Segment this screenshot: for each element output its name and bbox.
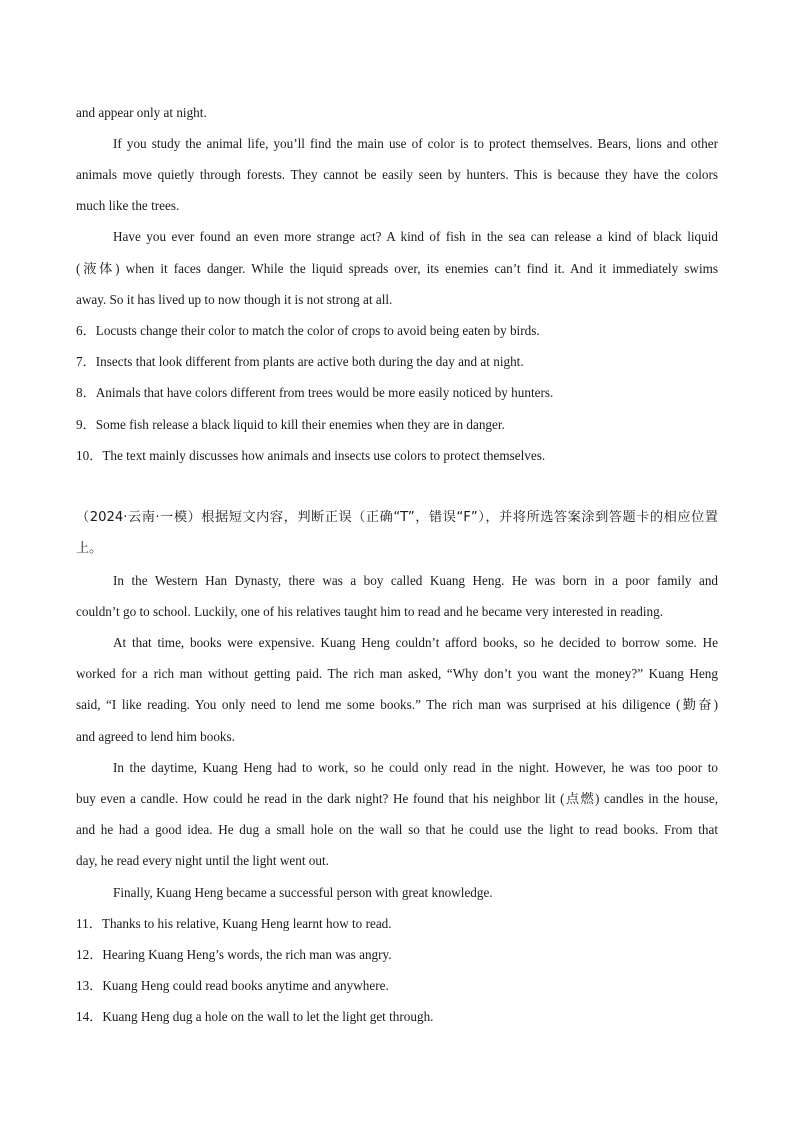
section2-instruction-line2: 上。 bbox=[76, 541, 103, 556]
question-7: 7．Insects that look different from plants are active both during the day and at night. bbox=[76, 354, 524, 369]
section2-paragraph3-line1: In the daytime, Kuang Heng had to work, so he could only read in the night. However, he was too poor to bbox=[113, 760, 718, 775]
section2-paragraph2-line3: said, “I like reading. You only need to lend me some books.” The rich man was surprised at his diligence (勤奋) bbox=[76, 697, 718, 712]
section2-paragraph1-line1: In the Western Han Dynasty, there was a boy called Kuang Heng. He was born in a poor family and bbox=[113, 573, 718, 588]
question-8: 8．Animals that have colors different from trees would be more easily noticed by hunters. bbox=[76, 385, 554, 400]
section2-paragraph2-line4: and agreed to lend him books. bbox=[76, 729, 235, 744]
section2-paragraph1-line2: couldn’t go to school. Luckily, one of his relatives taught him to read and he became very interested in reading. bbox=[76, 604, 664, 619]
section2-paragraph2-line2: worked for a rich man without getting paid. The rich man asked, “Why don’t you want the money?” Kuang Heng bbox=[76, 666, 718, 681]
passage1-paragraph2-line2: animals move quietly through forests. They cannot be easily seen by hunters. This is because they have the colors bbox=[76, 167, 718, 182]
section2-paragraph3-line2: buy even a candle. How could he read in the dark night? He found that his neighbor lit (点燃) candles in the house, bbox=[76, 791, 718, 806]
passage1-paragraph2-line3: much like the trees. bbox=[76, 198, 180, 213]
section2-paragraph3-line3: and he had a good idea. He dug a small hole on the wall so that he could use the light to read books. From that bbox=[76, 822, 718, 837]
section2-paragraph2-line1: At that time, books were expensive. Kuang Heng couldn’t afford books, so he decided to borrow some. He bbox=[113, 635, 718, 650]
passage1-paragraph3-line1: Have you ever found an even more strange act? A kind of fish in the sea can release a kind of black liquid bbox=[113, 229, 718, 244]
passage1-paragraph3-line2: (液体) when it faces danger. While the liquid spreads over, its enemies can’t find it. And it immediately swims bbox=[76, 261, 718, 276]
section2-instruction-line1: （2024·云南·一模）根据短文内容，判断正误（正确“T”，错误“F”），并将所选答案涂到答题卡的相应位置 bbox=[76, 510, 718, 525]
question-14: 14．Kuang Heng dug a hole on the wall to let the light get through. bbox=[76, 1009, 434, 1024]
section2-paragraph4: Finally, Kuang Heng became a successful person with great knowledge. bbox=[113, 885, 493, 900]
section2-paragraph3-line4: day, he read every night until the light went out. bbox=[76, 853, 329, 868]
question-11: 11．Thanks to his relative, Kuang Heng learnt how to read. bbox=[76, 916, 392, 931]
question-13: 13．Kuang Heng could read books anytime and anywhere. bbox=[76, 978, 389, 993]
passage1-paragraph3-line3: away. So it has lived up to now though it is not strong at all. bbox=[76, 292, 393, 307]
passage1-paragraph2-line1: If you study the animal life, you’ll find the main use of color is to protect themselves. Bears, lions and other bbox=[113, 136, 718, 151]
question-12: 12．Hearing Kuang Heng’s words, the rich man was angry. bbox=[76, 947, 392, 962]
question-10: 10．The text mainly discusses how animals and insects use colors to protect themselves. bbox=[76, 448, 546, 463]
question-9: 9．Some fish release a black liquid to kill their enemies when they are in danger. bbox=[76, 417, 505, 432]
passage1-line: and appear only at night. bbox=[76, 105, 207, 120]
question-6: 6．Locusts change their color to match the color of crops to avoid being eaten by birds. bbox=[76, 323, 540, 338]
